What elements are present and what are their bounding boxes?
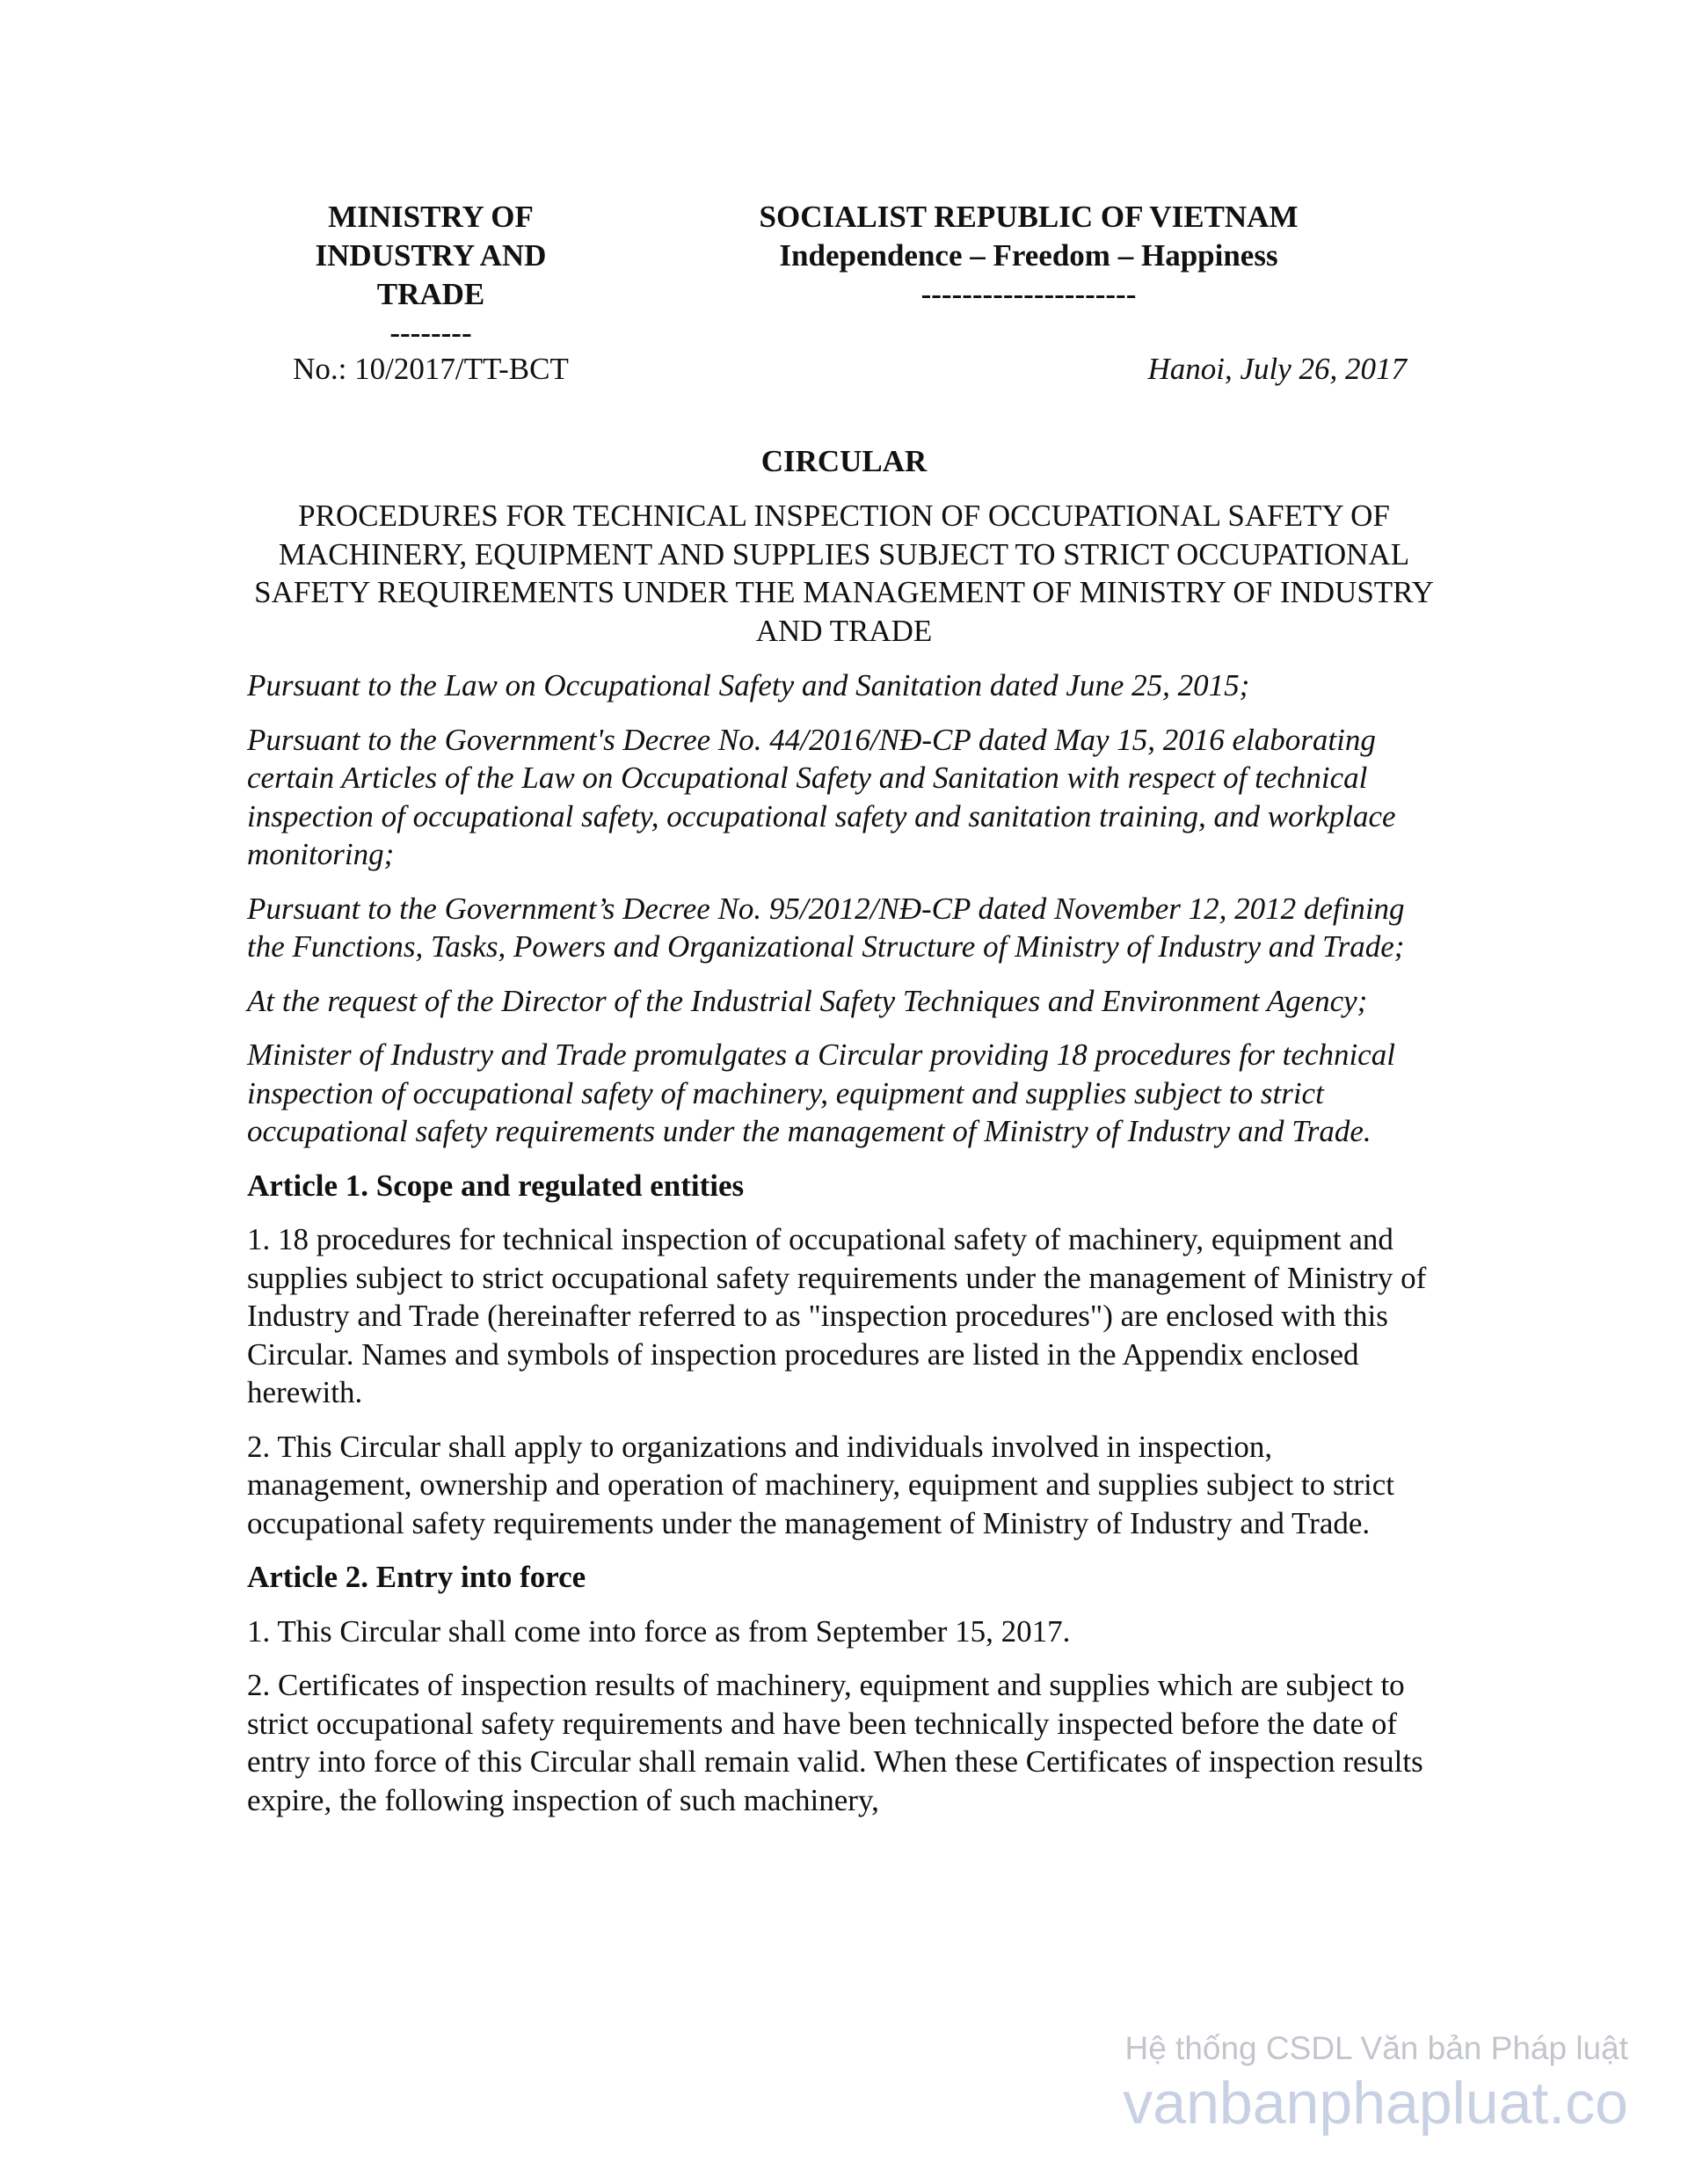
preamble-paragraph: Pursuant to the Government’s Decree No. 95/2012/NĐ-CP dated November 12, 2012 defining the Functions, Tasks, Powers and Organizational Structure of Ministry of Industry and Trade;: [247, 891, 1405, 964]
republic-name: SOCIALIST REPUBLIC OF VIETNAM: [759, 200, 1299, 234]
watermark-line-2: vanbanphapluat.co: [1123, 2070, 1628, 2137]
document-subtitle: PROCEDURES FOR TECHNICAL INSPECTION OF OCCUPATIONAL SAFETY OF MACHINERY, EQUIPMENT AND SUPPLIES SUBJECT TO STRICT OCCUPATIONAL SAFETY REQUIREMENTS UNDER THE MANAGEMENT OF MINISTRY OF INDUSTRY AND TRADE: [254, 499, 1434, 648]
ministry-divider: --------: [389, 316, 472, 350]
document-body: [247, 666, 1443, 1835]
article-1-heading: Article 1. Scope and regulated entities: [247, 1168, 745, 1203]
place-date: Hanoi, July 26, 2017: [1147, 352, 1407, 386]
preamble-paragraph: At the request of the Director of the Industrial Safety Techniques and Environment Agency;: [247, 983, 1368, 1018]
article-2-clause: 1. This Circular shall come into force as from September 15, 2017.: [247, 1613, 1071, 1649]
article-2-clause: 2. Certificates of inspection results of machinery, equipment and supplies which are subject to strict occupational safety requirements and have been technically inspected before the date of entry into force of this Circular shall remain valid. When these Certificates of inspection results expire, the following inspection of such machinery,: [247, 1668, 1423, 1817]
preamble-paragraph: Pursuant to the Law on Occupational Safety and Sanitation dated June 25, 2015;: [247, 668, 1250, 703]
watermark: [1123, 2029, 1628, 2138]
document-number: No.: 10/2017/TT-BCT: [293, 352, 569, 386]
ministry-line-1: MINISTRY OF: [328, 200, 534, 234]
watermark-line-1: Hệ thống CSDL Văn bản Pháp luật: [1124, 2030, 1628, 2066]
ministry-header: [264, 198, 598, 353]
ministry-line-3: TRADE: [376, 277, 485, 311]
republic-motto: Independence – Freedom – Happiness: [779, 238, 1278, 273]
article-1-clause: 1. 18 procedures for technical inspection of occupational safety of machinery, equipment and supplies subject to strict occupational safety requirements under the management of Ministry of Industry and Trade (hereinafter referred to as "inspection procedures") are enclosed with this Circular. Names and symbols of inspection procedures are listed in the Appendix enclosed herewith.: [247, 1222, 1427, 1409]
ministry-line-2: INDUSTRY AND: [315, 238, 547, 273]
document-title: CIRCULAR: [760, 444, 928, 478]
preamble-paragraph: Pursuant to the Government's Decree No. 44/2016/NĐ-CP dated May 15, 2016 elaborating certain Articles of the Law on Occupational Safety and Sanitation with respect of technical inspection of occupational safety, occupational safety and sanitation training, and workplace monitoring;: [247, 722, 1396, 871]
republic-divider: ---------------------: [920, 277, 1137, 311]
article-2-heading: Article 2. Entry into force: [247, 1560, 586, 1594]
republic-header: [712, 198, 1345, 314]
preamble-paragraph: Minister of Industry and Trade promulgates a Circular providing 18 procedures for technical inspection of occupational safety of machinery, equipment and supplies subject to strict occupational safety requirements under the management of Ministry of Industry and Trade.: [247, 1037, 1395, 1148]
article-1-clause: 2. This Circular shall apply to organizations and individuals involved in inspection, management, ownership and operation of machinery, equipment and supplies subject to strict occupational safety requirements under the management of Ministry of Industry and Trade.: [247, 1429, 1395, 1540]
